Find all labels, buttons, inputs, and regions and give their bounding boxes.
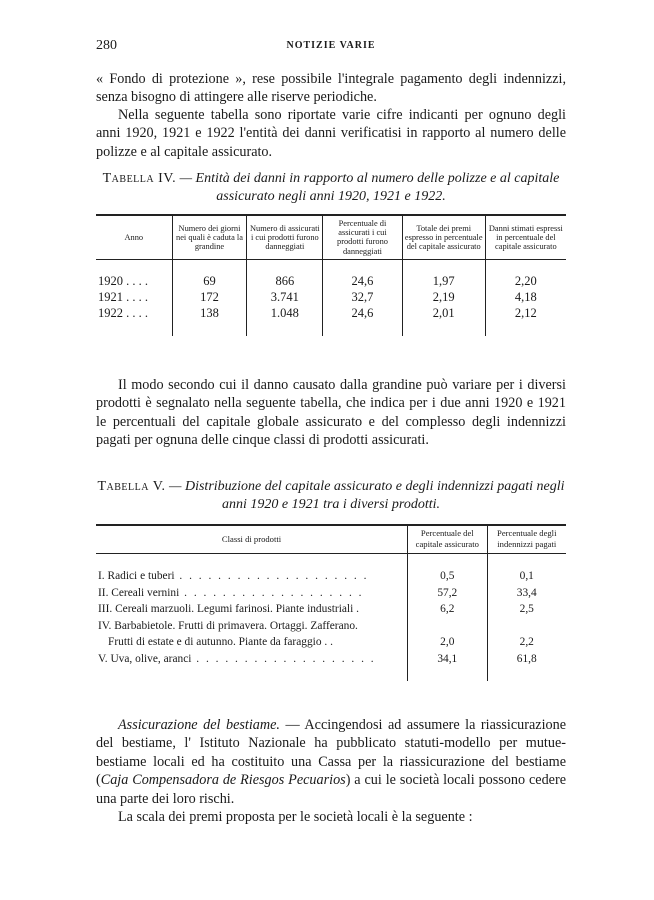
table5-leader-dots: . . . . . . . . . . . . . . . . . . . (179, 586, 364, 599)
section-text-after: ) a cui le società locali possono cedere una parte dei loro rischi. (96, 772, 566, 807)
table5-caption (96, 478, 566, 514)
table4-cell: 69 (172, 274, 247, 290)
table5-header-row (96, 525, 566, 553)
intro-paragraph-2: Nella seguente tabella sono riportate varie cifre indicanti per ognuno degli anni 1920, 1921 e 1922 l'entità dei danni verificatisi in rapporto al numero delle polizze e al capitale assicurato. (96, 107, 566, 160)
table5-title: — Distribuzione del capitale assicurato e degli indennizzi pagati negli anni 1920 e 1921 tra i diversi prodotti. (169, 479, 565, 512)
table5-class-label: IV. Barbabietole. Frutti di primavera. Ortaggi. Zafferano. (98, 619, 358, 632)
table4-cell: 1922 . . . . (98, 306, 148, 321)
table4-cell: 24,6 (323, 274, 402, 290)
table5-class-label: III. Cereali marzuoli. Legumi farinosi. Piante industriali (98, 603, 354, 616)
running-head: NOTIZIE VARIE (286, 40, 376, 51)
table4-header-danni: Danni stimati espressi in percentuale del capitale assicurato (485, 215, 566, 259)
table5-cell: 2,2 (487, 634, 566, 651)
table4-cell: 2,01 (402, 306, 485, 322)
table5-header-classi: Classi di prodotti (96, 525, 408, 553)
table-5 (96, 524, 566, 681)
table4-cell: 1,97 (402, 274, 485, 290)
table-row (96, 290, 566, 306)
table5-leader-dots: . (353, 603, 359, 616)
cassa-name: Caja Compensadora de Riesgos Pecuarios (100, 772, 346, 789)
table4-cell: 32,7 (323, 290, 402, 306)
table4-cell: 138 (172, 306, 247, 322)
table5-class-label: I. Radici e tuberi (98, 570, 175, 583)
page-number: 280 (96, 38, 117, 53)
table4-cell: 3.741 (247, 290, 323, 306)
table5-cell: 34,1 (408, 651, 487, 668)
table4-header-anno: Anno (96, 215, 172, 259)
table5-class-cell (96, 634, 408, 651)
page-header (96, 38, 566, 56)
table5-class-label: II. Cereali vernini (98, 586, 180, 599)
table5-cell: 0,5 (408, 568, 487, 585)
table4-cell: 4,18 (485, 290, 566, 306)
table5-cell: 2,5 (487, 601, 566, 618)
table-row (96, 584, 566, 601)
table5-header-indennizzi: Percentuale degli indennizzi pagati (487, 525, 566, 553)
table4-header-assicurati: Numero di assicurati i cui prodotti furono danneggiati (247, 215, 323, 259)
table5-class-cell (96, 601, 408, 618)
table5-cell: 6,2 (408, 601, 487, 618)
table-row (96, 651, 566, 668)
table4-label: Tabella IV. (102, 171, 177, 186)
table-row (96, 274, 566, 290)
table4-cell: 24,6 (323, 306, 402, 322)
section-text-before: — Accingendosi ad assumere la riassicurazione del bestiame, l' Istituto Nazionale ha pubblicato statuti-modello per mutue-bestiame locali ed ha costituito una Cassa per la riassicurazione del bestiame ( (96, 717, 567, 789)
section-paragraph (96, 716, 566, 808)
table4-header-premi: Totale dei premi espresso in percentuale del capitale assicurato (402, 215, 485, 259)
table5-class-label: Frutti di estate e di autunno. Piante da faraggio (108, 636, 322, 649)
table5-leader-dots: . . (321, 636, 333, 649)
table5-cell: 33,4 (487, 584, 566, 601)
table4-cell: 1921 . . . . (98, 290, 148, 305)
table5-cell: 61,8 (487, 651, 566, 668)
section-title: Assicurazione del bestiame. (118, 717, 280, 733)
table5-cell: 57,2 (408, 584, 487, 601)
table4-cell: 2,19 (402, 290, 485, 306)
table-row (96, 568, 566, 585)
table4-header-percentuale: Percentuale di assicurati i cui prodotti furono danneggiati (323, 215, 402, 259)
table-row (96, 618, 566, 635)
table5-leader-dots: . . . . . . . . . . . . . . . . . . . . (174, 570, 369, 583)
table4-header-row (96, 215, 566, 259)
table5-leader-dots: . . . . . . . . . . . . . . . . . . . (191, 653, 376, 666)
table-4 (96, 214, 566, 336)
table5-class-cell (96, 618, 408, 635)
table5-class-cell (96, 584, 408, 601)
table-row (96, 306, 566, 322)
table5-class-cell (96, 568, 408, 585)
table5-cell: 2,0 (408, 634, 487, 651)
table5-cell (487, 618, 566, 635)
table4-cell: 2,12 (485, 306, 566, 322)
middle-paragraph: Il modo secondo cui il danno causato dalla grandine può variare per i diversi prodotti è segnalato nella seguente tabella, che indica per i due anni 1920 e 1921 le percentuali del capitale globale assicurato e del complesso degli indennizzi pagati per ognuna delle cinque classi di prodotti assicurati. (96, 377, 566, 449)
table5-header-capitale: Percentuale del capitale assicurato (408, 525, 487, 553)
table4-cell: 866 (247, 274, 323, 290)
table5-class-cell (96, 651, 408, 668)
table-row (96, 634, 566, 651)
table-row (96, 601, 566, 618)
last-paragraph: La scala dei premi proposta per le società locali è la seguente : (118, 809, 473, 825)
table4-cell: 172 (172, 290, 247, 306)
table4-caption (96, 170, 566, 206)
table5-class-label: V. Uva, olive, aranci (98, 653, 192, 666)
table4-header-giorni: Numero dei giorni nei quali è caduta la grandine (172, 215, 247, 259)
table4-cell: 1.048 (247, 306, 323, 322)
table5-cell: 0,1 (487, 568, 566, 585)
table4-title: — Entità dei danni in rapporto al numero delle polizze e al capitale assicurato negli anni 1920, 1921 e 1922. (179, 171, 560, 204)
intro-paragraph-1: « Fondo di protezione », rese possibile l'integrale pagamento degli indennizzi, senza bisogno di attingere alle riserve periodiche. (96, 71, 566, 106)
table5-cell (408, 618, 487, 635)
table4-cell: 1920 . . . . (98, 274, 148, 289)
table4-cell: 2,20 (485, 274, 566, 290)
table5-label: Tabella V. (97, 479, 166, 494)
